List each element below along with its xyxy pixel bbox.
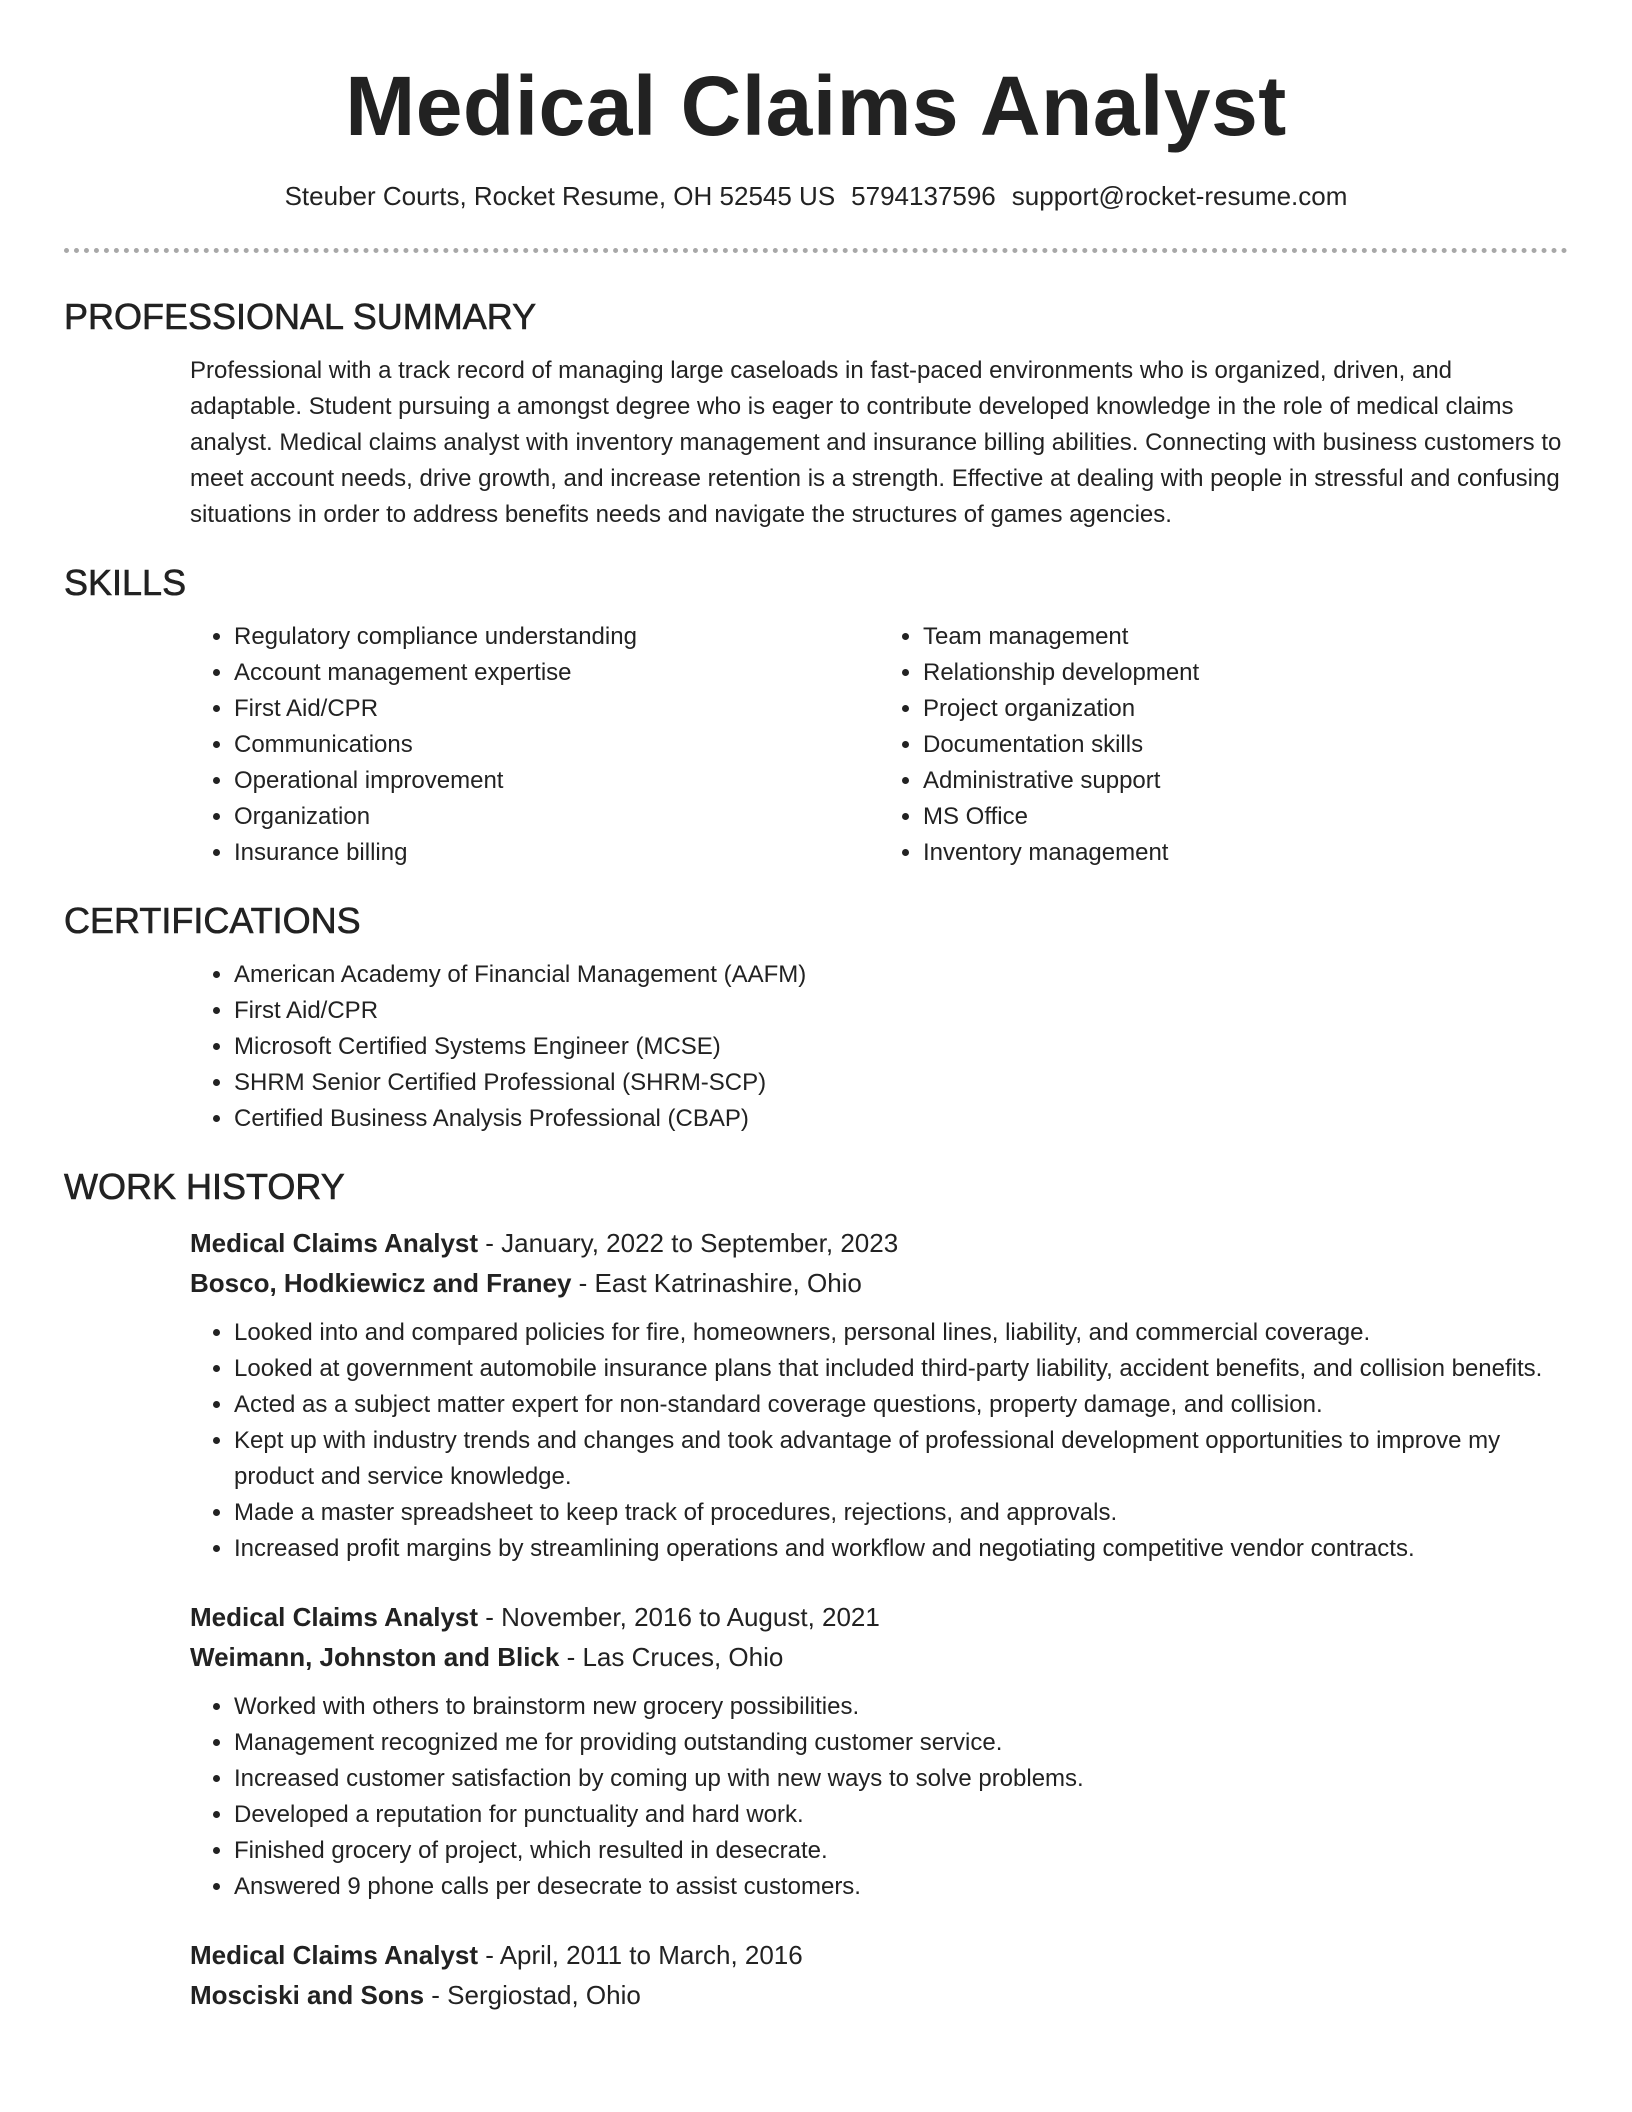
job-title: Medical Claims Analyst <box>190 1228 479 1258</box>
skill-item: • First Aid/CPR <box>234 691 879 727</box>
job-company: Bosco, Hodkiewicz and Franey <box>190 1268 572 1298</box>
job-title: Medical Claims Analyst <box>190 1940 479 1970</box>
job-bullet: • Made a master spreadsheet to keep track of procedures, rejections, and approvals. <box>234 1495 1568 1531</box>
skill-item: • Organization <box>234 799 879 835</box>
job-bullet: • Management recognized me for providing outstanding customer service. <box>234 1725 1568 1761</box>
job-company-line <box>190 1263 1568 1303</box>
skills-list <box>190 619 1568 871</box>
skill-item: • Inventory management <box>923 835 1568 871</box>
summary-body <box>190 353 1568 533</box>
contact-address: Steuber Courts, Rocket Resume, OH 52545 US <box>284 181 836 211</box>
contact-phone: 5794137596 <box>851 181 996 211</box>
header-divider <box>64 248 1568 253</box>
skill-item: • Documentation skills <box>923 727 1568 763</box>
job-bullet: • Worked with others to brainstorm new grocery possibilities. <box>234 1689 1568 1725</box>
skill-item: • Account management expertise <box>234 655 879 691</box>
certifications-section-title: CERTIFICATIONS <box>64 900 361 941</box>
job-bullet: • Answered 9 phone calls per desecrate to assist customers. <box>234 1869 1568 1905</box>
job-title-line <box>190 1935 1568 1975</box>
job-bullet: • Acted as a subject matter expert for non-standard coverage questions, property damage, and collision. <box>234 1387 1568 1423</box>
work-history-section-title: WORK HISTORY <box>64 1166 345 1207</box>
resume-page <box>64 0 1568 2015</box>
certification-item: • Microsoft Certified Systems Engineer (MCSE) <box>234 1029 1568 1065</box>
job-bullet: • Increased customer satisfaction by coming up with new ways to solve problems. <box>234 1761 1568 1797</box>
job-bullet: • Kept up with industry trends and changes and took advantage of professional development opportunities to improve my product and service knowledge. <box>234 1423 1568 1495</box>
job-company: Mosciski and Sons <box>190 1980 425 2010</box>
job-bullet: • Developed a reputation for punctuality and hard work. <box>234 1797 1568 1833</box>
skill-item: • Administrative support <box>923 763 1568 799</box>
job-dates: - January, 2022 to September, 2023 <box>478 1228 899 1258</box>
certification-item: • American Academy of Financial Management (AAFM) <box>234 957 1568 993</box>
job-company-line <box>190 1637 1568 1677</box>
job-bullets <box>190 1315 1568 1567</box>
summary-text: Professional with a track record of managing large caseloads in fast-paced environments who is organized, driven, and adaptable. Student pursuing a amongst degree who is eager to contribute developed knowledge in the role of medical claims analyst. Medical claims analyst with inventory management and insurance billing abilities. Connecting with business customers to meet account needs, drive growth, and increase retention is a strength. Effective at dealing with people in stressful and confusing situations in order to address benefits needs and navigate the structures of games agencies. <box>190 357 1562 528</box>
certifications-body <box>190 957 1568 1137</box>
job-location: - East Katrinashire, Ohio <box>571 1268 862 1298</box>
job-title: Medical Claims Analyst <box>190 1602 479 1632</box>
skill-item: • Relationship development <box>923 655 1568 691</box>
job-bullet: • Increased profit margins by streamlining operations and workflow and negotiating competitive vendor contracts. <box>234 1531 1568 1567</box>
skill-item: • Insurance billing <box>234 835 879 871</box>
certifications-list <box>190 957 1568 1137</box>
skills-section-title: SKILLS <box>64 562 187 603</box>
job-company: Weimann, Johnston and Blick <box>190 1642 560 1672</box>
job-title-line <box>190 1223 1568 1263</box>
summary-section-title: PROFESSIONAL SUMMARY <box>64 296 537 337</box>
job-location: - Sergiostad, Ohio <box>424 1980 641 2010</box>
skill-item: • Operational improvement <box>234 763 879 799</box>
skill-item: • Regulatory compliance understanding <box>234 619 879 655</box>
job-bullet: • Looked into and compared policies for fire, homeowners, personal lines, liability, and commercial coverage. <box>234 1315 1568 1351</box>
skill-item: • Team management <box>923 619 1568 655</box>
contact-email: support@rocket-resume.com <box>1011 181 1348 211</box>
job-location: - Las Cruces, Ohio <box>559 1642 784 1672</box>
job-dates: - April, 2011 to March, 2016 <box>478 1940 803 1970</box>
job-bullet: • Finished grocery of project, which resulted in desecrate. <box>234 1833 1568 1869</box>
skill-item: • Project organization <box>923 691 1568 727</box>
certification-item: • Certified Business Analysis Professional (CBAP) <box>234 1101 1568 1137</box>
job-bullets <box>190 1689 1568 1905</box>
job-entry <box>190 1935 1568 2015</box>
skills-column-left <box>190 619 879 871</box>
job-entry <box>190 1597 1568 1905</box>
job-company-line <box>190 1975 1568 2015</box>
skill-item: • Communications <box>234 727 879 763</box>
certification-item: • SHRM Senior Certified Professional (SHRM-SCP) <box>234 1065 1568 1101</box>
job-bullet: • Looked at government automobile insurance plans that included third-party liability, accident benefits, and collision benefits. <box>234 1351 1568 1387</box>
job-title-line <box>190 1597 1568 1637</box>
certification-item: • First Aid/CPR <box>234 993 1568 1029</box>
job-entry <box>190 1223 1568 1567</box>
resume-name-heading: Medical Claims Analyst <box>345 59 1287 153</box>
contact-line <box>64 178 1568 214</box>
skills-column-right <box>879 619 1568 871</box>
job-dates: - November, 2016 to August, 2021 <box>478 1602 880 1632</box>
skill-item: • MS Office <box>923 799 1568 835</box>
